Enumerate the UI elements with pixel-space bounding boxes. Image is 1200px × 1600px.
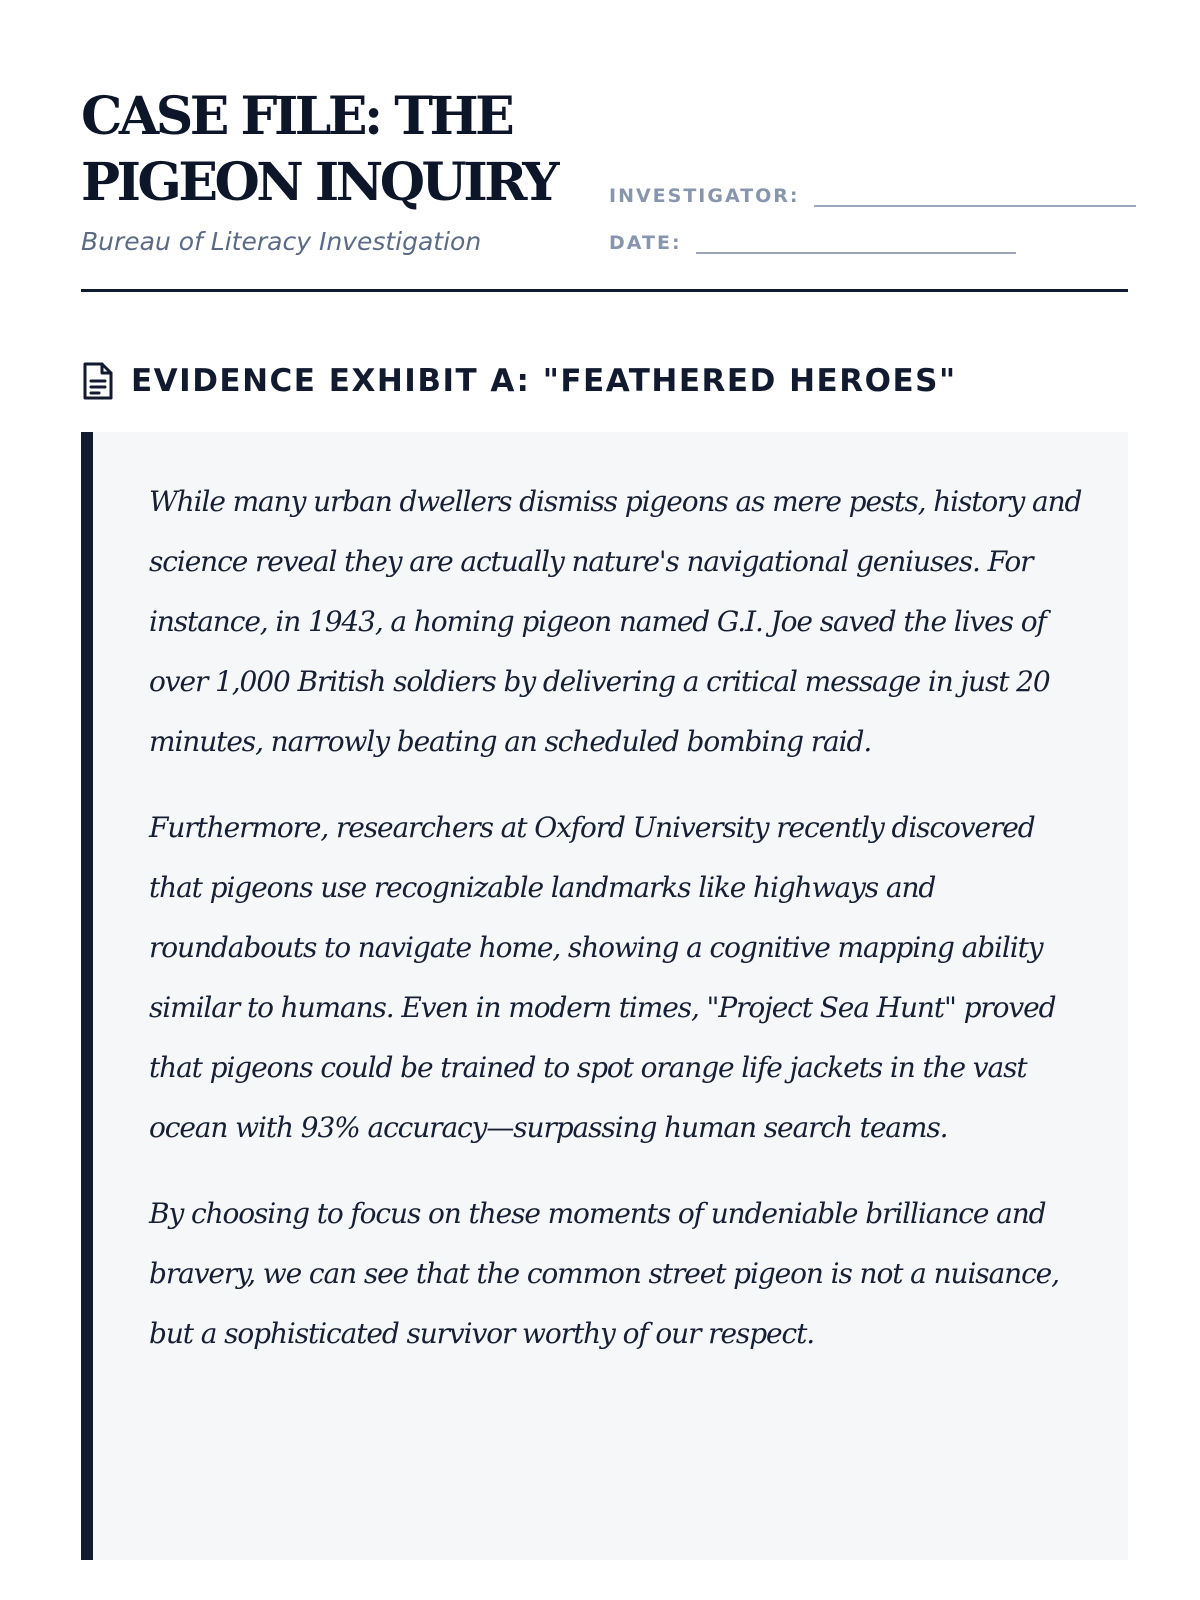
investigator-label: INVESTIGATOR: <box>609 185 800 207</box>
case-file-page <box>81 0 1128 1350</box>
page-title-line-2: PIGEON INQUIRY <box>81 152 556 213</box>
evidence-paragraph-1: While many urban dwellers dismiss pigeons as mere pests, history and science reveal they are actually nature's navigational geniuses. For instance, in 1943, a homing pigeon named G.I. Joe saved the lives of over 1,000 British soldiers by delivering a critical message in just 20 minutes, narrowly beating an scheduled bombing raid. <box>149 485 1082 758</box>
date-input-line[interactable] <box>696 228 1016 254</box>
exhibit-heading <box>81 361 957 401</box>
exhibit-title: EVIDENCE EXHIBIT A: "FEATHERED HEROES" <box>131 363 957 399</box>
case-file-header <box>81 0 1128 292</box>
date-label: DATE: <box>609 232 682 254</box>
document-icon <box>81 361 115 401</box>
date-field <box>609 228 1016 254</box>
evidence-paragraph-3: By choosing to focus on these moments of undeniable brilliance and bravery, we can see that the common street pigeon is not a nuisance, but a sophisticated survivor worthy of our respect. <box>149 1197 1059 1350</box>
evidence-paragraph-2: Furthermore, researchers at Oxford University recently discovered that pigeons use recognizable landmarks like highways and roundabouts to navigate home, showing a cognitive mapping ability similar to humans. Even in modern times, "Project Sea Hunt" proved that pigeons could be trained to spot orange life jackets in the vast ocean with 93% accuracy—surpassing human search teams. <box>149 811 1056 1144</box>
page-subtitle: Bureau of Literacy Investigation <box>81 227 482 256</box>
investigator-input-line[interactable] <box>814 181 1136 207</box>
page-title <box>81 84 556 216</box>
investigator-field <box>609 181 1136 207</box>
page-title-line-1: CASE FILE: THE <box>81 86 512 147</box>
evidence-exhibit-box <box>81 432 1128 1560</box>
